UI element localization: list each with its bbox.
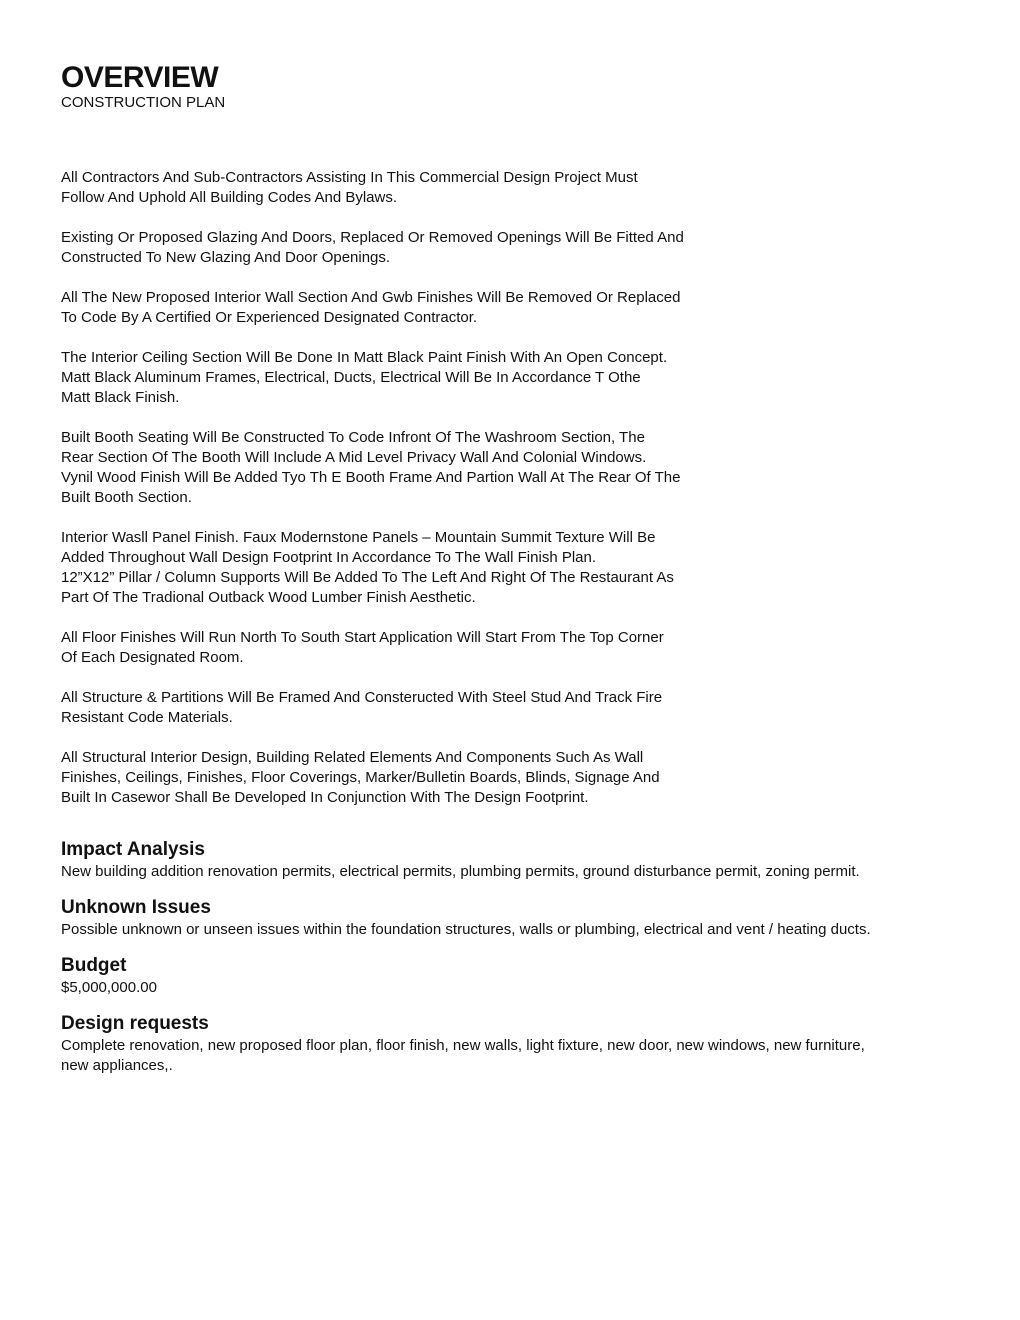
note-glazing-doors: Existing Or Proposed Glazing And Doors, Replaced Or Removed Openings Will Be Fitted And Constructed To New Glazing And Door Openings. [61,229,684,266]
section-body: New building addition renovation permits, electrical permits, plumbing permits, ground disturbance permit, zoning permit. [61,863,860,880]
document-page [61,62,981,1090]
section-heading: Design requests [61,1013,209,1034]
note-interior-walls: All The New Proposed Interior Wall Section And Gwb Finishes Will Be Removed Or Replaced To Code By A Certified Or Experienced Designated Contractor. [61,289,681,326]
note-booth-seating: Built Booth Seating Will Be Constructed To Code Infront Of The Washroom Section, The Rear Section Of The Booth Will Include A Mid Level Privacy Wall And Colonial Windows. Vynil Wood Finish Will Be Added Tyo Th E Booth Frame And Partion Wall At The Rear Of The Built Booth Section. [61,429,681,506]
note-structural-design: All Structural Interior Design, Building Related Elements And Components Such As Wall Finishes, Ceilings, Finishes, Floor Coverings, Marker/Bulletin Boards, Blinds, Signage And Built In Casewor Shall Be Developed In Conjunction With The Design Footprint. [61,749,660,806]
note-partitions: All Structure & Partitions Will Be Framed And Consteructed With Steel Stud And Track Fire Resistant Code Materials. [61,689,663,726]
page-title: OVERVIEW [61,61,219,94]
note-ceiling: The Interior Ceiling Section Will Be Done In Matt Black Paint Finish With An Open Concept. Matt Black Aluminum Frames, Electrical, Ducts, Electrical Will Be In Accordance T Othe Matt Black Finish. [61,349,668,406]
note-wall-panels: Interior Wasll Panel Finish. Faux Modernstone Panels – Mountain Summit Texture Will Be Added Throughout Wall Design Footprint In Accordance To The Wall Finish Plan. 12”X12” Pillar / Column Supports Will Be Added To The Left And Right Of The Restaurant As Part Of The Tradional Outback Wood Lumber Finish Aesthetic. [61,529,674,606]
note-floor-finishes: All Floor Finishes Will Run North To South Start Application Will Start From The Top Corner Of Each Designated Room. [61,629,664,666]
budget-value: $5,000,000.00 [61,979,157,996]
construction-notes [61,168,781,808]
page-subtitle: CONSTRUCTION PLAN [61,94,226,111]
design-requests-section [61,1012,981,1076]
section-heading: Impact Analysis [61,839,205,860]
section-body: Complete renovation, new proposed floor plan, floor finish, new walls, light fixture, new door, new windows, new furniture, new appliances,. [61,1037,865,1074]
budget-section [61,954,981,998]
section-heading: Budget [61,955,127,976]
project-sections [61,838,981,1076]
unknown-issues-section [61,896,981,940]
impact-analysis-section [61,838,981,882]
section-heading: Unknown Issues [61,897,211,918]
note-building-codes: All Contractors And Sub-Contractors Assisting In This Commercial Design Project Must Follow And Uphold All Building Codes And Bylaws. [61,169,638,206]
section-body: Possible unknown or unseen issues within the foundation structures, walls or plumbing, electrical and vent / heating ducts. [61,921,871,938]
